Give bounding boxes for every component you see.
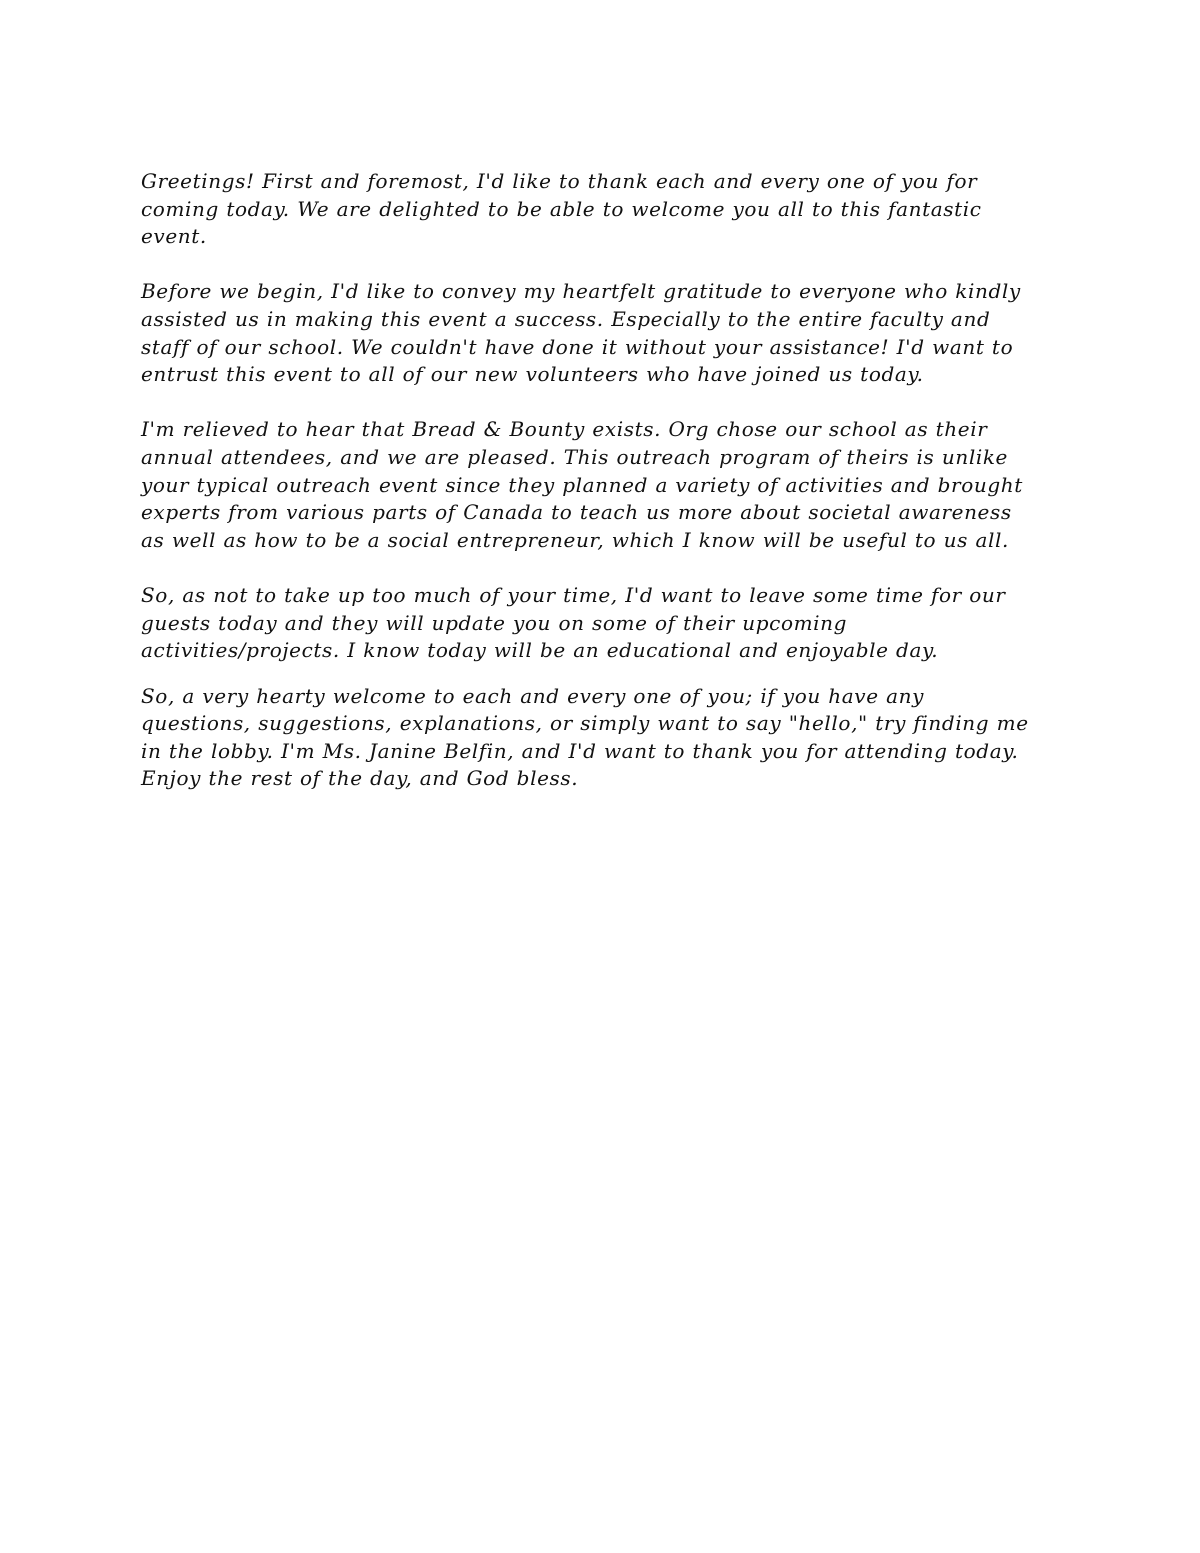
text-line: activities/projects. I know today will be an educational and enjoyable day. (141, 638, 939, 663)
text-line: questions, suggestions, explanations, or simply want to say "hello," try finding me (141, 711, 1029, 736)
text-line: as well as how to be a social entrepreneur, which I know will be useful to us all. (141, 527, 1009, 552)
text-line: guests today and they will update you on some of their upcoming (141, 610, 848, 635)
text-line: annual attendees, and we are pleased. This outreach program of theirs is unlike (141, 444, 1008, 469)
paragraph-outreach-program (141, 416, 1066, 554)
text-line: event. (141, 224, 207, 249)
text-line: So, a very hearty welcome to each and every one of you; if you have any (141, 683, 924, 708)
text-line: Before we begin, I'd like to convey my heartfelt gratitude to everyone who kindly (141, 279, 1021, 304)
text-line: So, as not to take up too much of your time, I'd want to leave some time for our (141, 582, 1006, 607)
text-line: in the lobby. I'm Ms. Janine Belfin, and I'd want to thank you for attending today. (141, 738, 1019, 763)
document-body (141, 168, 1066, 821)
text-line: Greetings! First and foremost, I'd like to thank each and every one of you for (141, 169, 978, 193)
text-line: your typical outreach event since they planned a variety of activities and brought (141, 472, 1023, 497)
paragraph-gratitude (141, 278, 1066, 388)
text-line: I'm relieved to hear that Bread & Bounty exists. Org chose our school as their (141, 417, 988, 442)
text-line: coming today. We are delighted to be able to welcome you all to this fantastic (141, 196, 982, 221)
paragraph-greeting (141, 168, 1066, 251)
text-line: staff of our school. We couldn't have done it without your assistance! I'd want to (141, 334, 1014, 359)
text-line: Enjoy the rest of the day, and God bless. (141, 766, 579, 791)
paragraph-closing (141, 683, 1066, 793)
text-line: entrust this event to all of our new volunteers who have joined us today. (141, 362, 924, 387)
text-line: assisted us in making this event a success. Especially to the entire faculty and (141, 306, 991, 331)
text-line: experts from various parts of Canada to teach us more about societal awareness (141, 500, 1012, 525)
paragraph-guests (141, 582, 1066, 665)
